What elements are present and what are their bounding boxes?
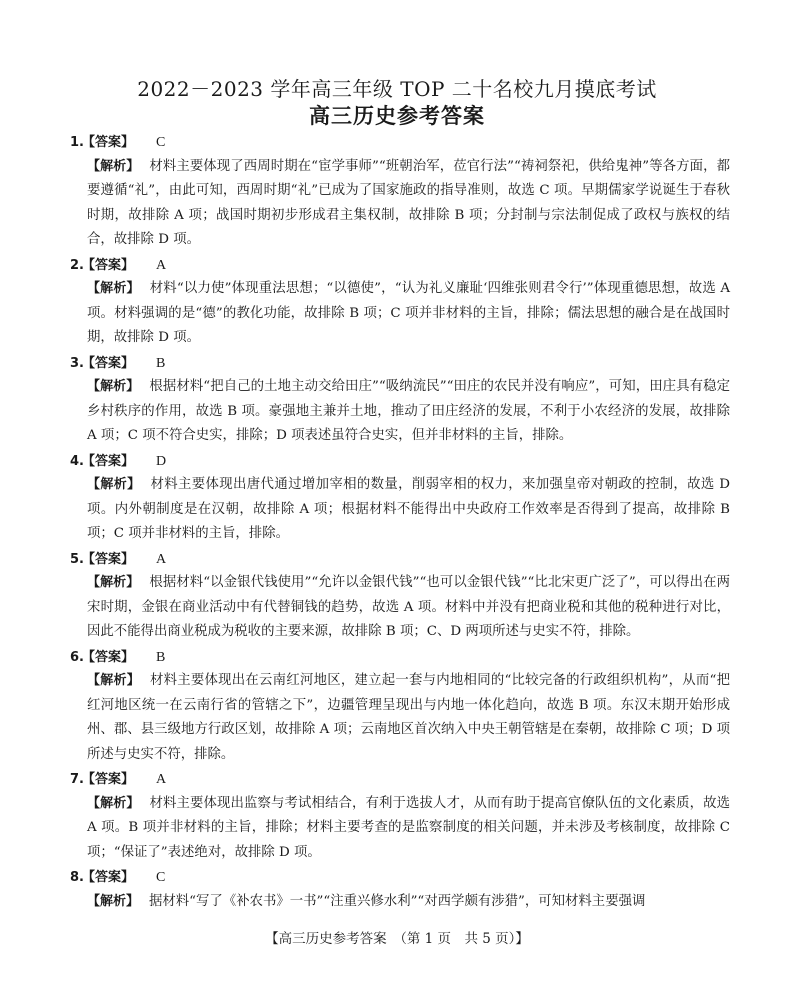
analysis-text: 材料主要体现出监察与考试相结合，有利于选拔人才，从而有助于提高官僚队伍的文化素质，故选 A 项。B 项并非材料的主旨，排除；材料主要考查的是监察制度的相关问题，并未涉及考核制度，故排除 C 项；“保证了”表述绝对，故排除 D 项。: [87, 795, 730, 860]
analysis-label: 【解析】: [87, 795, 140, 811]
question-item: [70, 351, 730, 449]
analysis-label: 【解析】: [87, 575, 140, 590]
question-item: [70, 547, 730, 645]
answer-label: 【答案】: [82, 135, 135, 150]
analysis-paragraph: [70, 792, 730, 866]
answer-line: [70, 253, 730, 278]
exam-title: 2022－2023 学年高三年级 TOP 二十名校九月摸底考试: [137, 77, 657, 101]
answer-value: A: [156, 772, 167, 787]
question-item: [70, 253, 730, 351]
analysis-paragraph: [70, 375, 730, 449]
analysis-text: 根据材料“以金银代钱使用”“允许以金银代钱”“也可以金银代钱”“比北宋更广泛了”，可以得出在两宋时期，金银在商业活动中有代替铜钱的趋势，故选 A 项。材料中并没有把商业税和其他的税种进行对比，因此不能得出商业税成为税收的主要来源，故排除 B 项；C、D 两项所述与史实不符，排除。: [87, 575, 730, 639]
analysis-label: 【解析】: [87, 281, 140, 296]
answer-value: B: [156, 355, 166, 371]
answer-value: D: [156, 453, 167, 469]
answer-line: [70, 645, 730, 670]
analysis-text: 材料主要体现出在云南红河地区，建立起一套与内地相同的“比较完备的行政组织机构”，从而“把红河地区统一在云南行省的管辖之下”，边疆管理呈现出与内地一体化趋向，故选 B 项。东汉末期开始形成州、郡、县三级地方行政区划，故排除 A 项；云南地区首次纳入中央王朝管辖是在秦朝，故排除 C 项；D 项所述与史实不符，排除。: [87, 673, 730, 762]
question-item: [70, 130, 730, 253]
analysis-paragraph: [70, 669, 730, 767]
analysis-text: 材料主要体现了西周时期在“宦学事师”“班朝治军，莅官行法”“祷祠祭祀，供给鬼神”等各方面，都要遵循“礼”，由此可知，西周时期“礼”已成为了国家施政的指导准则，故选 C 项。早期儒家学说诞生于春秋时期，故排除 A 项；战国时期初步形成君主集权制，故排除 B 项；分封制与宗法制促成了政权与族权的结合，故排除 D 项。: [87, 158, 730, 247]
analysis-label: 【解析】: [87, 673, 140, 688]
answer-line: [70, 449, 730, 474]
question-item: [70, 865, 730, 914]
analysis-paragraph: [70, 155, 730, 253]
answer-label: 【答案】: [82, 870, 135, 885]
answer-line: [70, 865, 730, 890]
question-number: 7.: [70, 772, 84, 787]
analysis-text: 材料“以力使”体现重法思想；“以德使”，“认为礼义廉耻‘四维张则君令行’”体现重德思想，故选 A 项。材料强调的是“德”的教化功能，故排除 B 项；C 项并非材料的主旨，排除；儒法思想的融合是在战国时期，故排除 D 项。: [87, 281, 730, 345]
answer-line: [70, 767, 730, 792]
analysis-label: 【解析】: [87, 893, 140, 909]
analysis-text: 材料主要体现出唐代通过增加宰相的数量，削弱宰相的权力，来加强皇帝对朝政的控制，故选 D 项。内外朝制度是在汉朝，故排除 A 项；根据材料不能得出中央政府工作效率是否得到了提高，故排除 B 项；C 项并非材料的主旨，排除。: [87, 477, 730, 541]
answer-label: 【答案】: [82, 355, 135, 371]
analysis-label: 【解析】: [87, 158, 140, 174]
analysis-label: 【解析】: [87, 477, 141, 492]
answer-line: [70, 130, 730, 155]
question-item: [70, 645, 730, 768]
question-item: [70, 449, 730, 547]
answer-label: 【答案】: [82, 649, 135, 665]
answer-value: B: [156, 649, 166, 665]
question-number: 5.: [70, 551, 84, 567]
answer-label: 【答案】: [82, 453, 135, 469]
page-footer: 【高三历史参考答案 （第 1 页 共 5 页）】: [265, 931, 529, 947]
question-number: 6.: [70, 649, 84, 665]
analysis-text: 据材料“写了《补农书》一书”“注重兴修水利”“对西学颇有涉猎”，可知材料主要强调: [149, 893, 646, 909]
analysis-text: 根据材料“把自己的土地主动交给田庄”“吸纳流民”“田庄的农民并没有响应”，可知，田庄具有稳定乡村秩序的作用，故选 B 项。豪强地主兼并土地，推动了田庄经济的发展，不利于小农经济的发展，故排除 A 项；C 项不符合史实，排除；D 项表述虽符合史实，但并非材料的主旨，排除。: [87, 379, 730, 443]
analysis-label: 【解析】: [87, 379, 140, 394]
analysis-paragraph: [70, 571, 730, 645]
answer-line: [70, 547, 730, 572]
answer-value: A: [156, 257, 167, 273]
analysis-paragraph: [70, 473, 730, 547]
answer-line: [70, 351, 730, 376]
question-number: 2.: [70, 257, 84, 273]
answer-label: 【答案】: [82, 257, 135, 273]
answer-value: C: [156, 135, 166, 150]
analysis-paragraph: [70, 890, 730, 915]
question-item: [70, 767, 730, 865]
answer-value: C: [156, 870, 166, 885]
question-number: 8.: [70, 870, 84, 885]
question-number: 1.: [70, 135, 84, 150]
analysis-paragraph: [70, 277, 730, 351]
document-subtitle: 高三历史参考答案: [309, 103, 485, 128]
question-number: 4.: [70, 453, 84, 469]
answer-value: A: [156, 551, 167, 567]
answer-label: 【答案】: [82, 772, 135, 787]
answers-list: [70, 130, 730, 914]
answer-label: 【答案】: [82, 551, 135, 567]
question-number: 3.: [70, 355, 84, 371]
